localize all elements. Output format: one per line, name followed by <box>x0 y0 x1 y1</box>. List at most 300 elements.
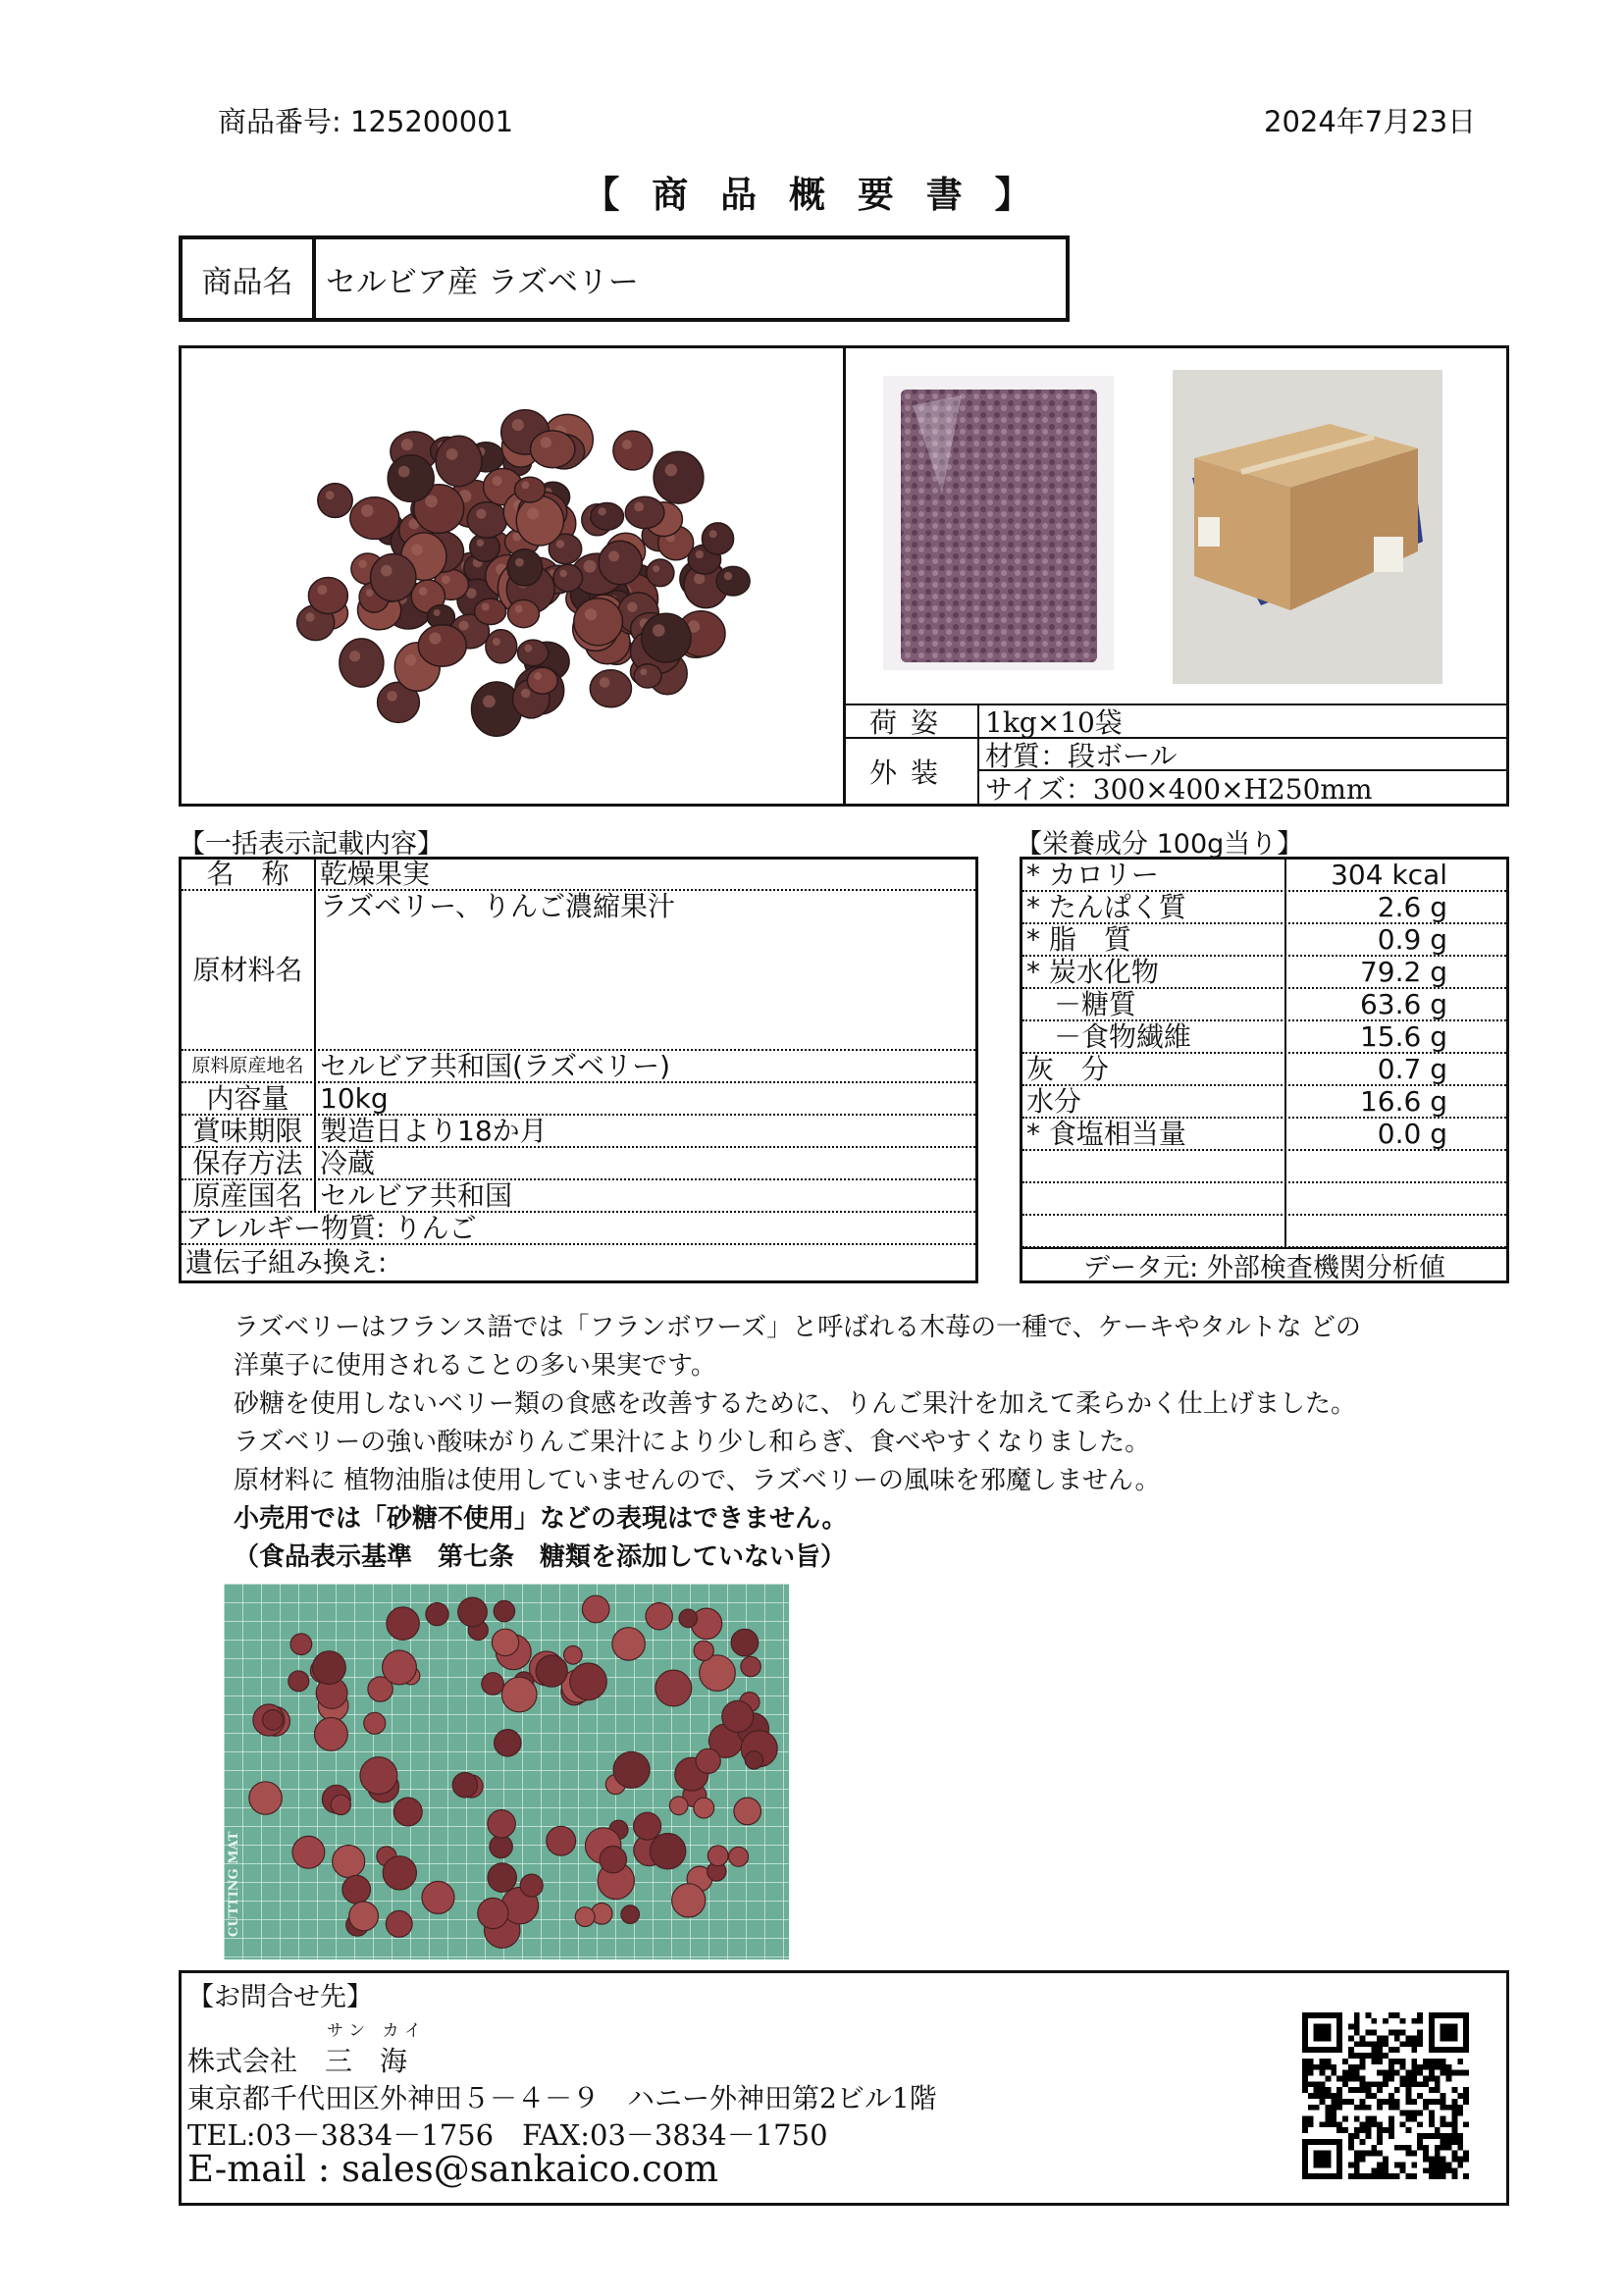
raspberry <box>488 1810 515 1838</box>
qr-module <box>1441 2157 1446 2163</box>
qr-module <box>1411 2064 1417 2070</box>
raspberry <box>613 1751 650 1788</box>
qr-module <box>1371 2093 1377 2099</box>
qr-module <box>1400 2075 1406 2081</box>
qr-module <box>1411 2041 1417 2047</box>
qr-module <box>1429 2162 1435 2167</box>
qr-module <box>1377 2099 1383 2105</box>
qr-module <box>1325 2111 1331 2116</box>
raspberry <box>507 549 543 586</box>
qr-module <box>1457 2157 1463 2163</box>
qr-module <box>1400 2111 1406 2116</box>
qr-module <box>1400 2041 1406 2047</box>
qr-module <box>1417 2030 1423 2036</box>
qr-module <box>1394 2173 1400 2179</box>
qr-module <box>1394 2162 1400 2167</box>
qr-module <box>1388 2070 1394 2076</box>
qr-module <box>1308 2116 1314 2122</box>
qr-module <box>1423 2151 1429 2157</box>
qr-module <box>1331 2070 1336 2076</box>
qr-module <box>1383 2162 1388 2167</box>
qr-module <box>1348 2024 1354 2030</box>
company-address: 東京都千代田区外神田５－４－９ ハニー外神田第2ビル1階 <box>187 2082 937 2114</box>
qr-module <box>1463 2121 1469 2127</box>
qr-module <box>1417 2133 1423 2139</box>
qr-module <box>1457 2059 1463 2064</box>
qr-module <box>1406 2081 1412 2087</box>
qr-module <box>1342 2075 1348 2081</box>
qr-module <box>1429 2116 1435 2122</box>
raspberry <box>527 667 557 694</box>
qr-module <box>1331 2093 1336 2099</box>
raspberry <box>575 1907 595 1927</box>
qr-module <box>1360 2041 1366 2047</box>
raspberry-highlight <box>522 482 530 490</box>
qr-module <box>1383 2035 1388 2041</box>
qr-module <box>1354 2167 1360 2173</box>
labeling-value: セルビア共和国(ラズベリー) <box>320 1049 671 1082</box>
raspberry-highlight <box>694 573 705 584</box>
qr-module <box>1446 2133 1452 2139</box>
qr-module <box>1354 2053 1360 2059</box>
raspberry-highlight <box>387 691 397 702</box>
qr-module <box>1411 2162 1417 2167</box>
qr-module <box>1394 2012 1400 2018</box>
qr-module <box>1348 2053 1354 2059</box>
qr-module <box>1429 2111 1435 2116</box>
raspberry-highlight <box>515 558 524 567</box>
qr-module <box>1354 2018 1360 2024</box>
qr-module <box>1377 2053 1383 2059</box>
qr-module <box>1417 2018 1423 2024</box>
qr-module <box>1360 2105 1366 2111</box>
qr-module <box>1377 2035 1383 2041</box>
qr-module <box>1411 2035 1417 2041</box>
raspberry-highlight <box>405 654 417 666</box>
qr-module <box>1348 2173 1354 2179</box>
qr-module <box>1314 2064 1320 2070</box>
qr-module <box>1308 2105 1314 2111</box>
raspberry-highlight <box>585 608 597 620</box>
qr-module <box>1336 2093 1342 2099</box>
qr-module <box>1336 2087 1342 2093</box>
raspberry <box>707 1846 728 1866</box>
description-line: 洋菓子に使用されることの多い果実です。 <box>234 1351 716 1381</box>
raspberry <box>582 1595 609 1623</box>
raspberry-highlight <box>724 572 732 580</box>
qr-module <box>1302 2127 1308 2133</box>
qr-module <box>1451 2099 1457 2105</box>
qr-module <box>1360 2121 1366 2127</box>
qr-module <box>1417 2012 1423 2018</box>
labeling-row <box>182 1116 975 1148</box>
qr-module <box>1417 2070 1423 2076</box>
nutrition-label: 水分 <box>1022 1086 1286 1117</box>
qr-module <box>1308 2093 1314 2099</box>
qr-module <box>1457 2145 1463 2151</box>
qr-module <box>1411 2173 1417 2179</box>
company-email[interactable]: E-mail : sales@sankaico.com <box>187 2148 719 2190</box>
nutrition-row <box>1022 1119 1506 1151</box>
qr-module <box>1331 2116 1336 2122</box>
qr-module <box>1446 2139 1452 2145</box>
qr-module <box>1377 2121 1383 2127</box>
raspberry-highlight <box>627 602 637 612</box>
raspberry <box>292 1836 325 1868</box>
qr-module <box>1451 2070 1457 2076</box>
raspberry-highlight <box>525 645 533 652</box>
raspberry <box>478 1898 508 1928</box>
qr-module <box>1360 2059 1366 2064</box>
qr-module <box>1383 2018 1388 2024</box>
raspberry-highlight <box>482 603 490 611</box>
qr-module <box>1383 2173 1388 2179</box>
raspberry-highlight <box>696 550 704 558</box>
raspberry-highlight <box>493 638 500 646</box>
qr-module <box>1435 2145 1441 2151</box>
raspberry-highlight <box>640 668 647 675</box>
raspberry <box>495 1730 521 1756</box>
qr-module <box>1336 2121 1342 2127</box>
labeling-value: セルビア共和国 <box>320 1178 513 1212</box>
qr-module <box>1435 2162 1441 2167</box>
raspberry <box>387 1607 419 1640</box>
raspberry <box>308 578 347 614</box>
qr-module <box>1371 2116 1377 2122</box>
qr-module <box>1429 2157 1435 2163</box>
qr-module <box>1302 2064 1308 2070</box>
qr-module <box>1331 2111 1336 2116</box>
nutrition-row <box>1022 957 1506 989</box>
qr-module <box>1394 2047 1400 2053</box>
nutrition-value: 0.7 g <box>1377 1052 1447 1085</box>
qr-module <box>1411 2151 1417 2157</box>
raspberry-highlight <box>366 589 374 597</box>
qr-module <box>1348 2087 1354 2093</box>
raspberry-highlight <box>512 419 524 431</box>
raspberry-highlight <box>515 605 523 613</box>
qr-module <box>1331 2064 1336 2070</box>
qr-module <box>1371 2145 1377 2151</box>
raspberry <box>634 1812 661 1840</box>
qr-module <box>1336 2099 1342 2105</box>
qr-module <box>1354 2070 1360 2076</box>
raspberry-highlight <box>560 570 567 577</box>
qr-module <box>1383 2099 1388 2105</box>
labeling-row <box>182 860 975 891</box>
raspberry <box>318 484 352 518</box>
raspberry-highlight <box>398 466 410 478</box>
qr-module <box>1302 2075 1308 2081</box>
raspberry <box>731 1629 759 1656</box>
raspberry-highlight <box>556 540 564 548</box>
labeling-section-title: 【一括表示記載内容】 <box>179 829 444 860</box>
qr-module <box>1451 2105 1457 2111</box>
document-date: 2024年7月23日 <box>1264 105 1477 138</box>
qr-module <box>1435 2157 1441 2163</box>
qr-module <box>1429 2133 1435 2139</box>
qr-module <box>1463 2151 1469 2157</box>
qr-module <box>1365 2053 1371 2059</box>
qr-module <box>1371 2167 1377 2173</box>
qr-module <box>1429 2064 1435 2070</box>
qr-module <box>1394 2070 1400 2076</box>
raspberry <box>570 1663 607 1700</box>
labeling-value: 冷蔵 <box>320 1146 376 1179</box>
qr-module <box>1360 2099 1366 2105</box>
qr-module <box>1446 2064 1452 2070</box>
nutrition-section-title: 【栄養成分 100g当り】 <box>1016 829 1304 860</box>
cutting-mat-photo <box>224 1584 789 1959</box>
raspberry-highlight <box>598 507 605 515</box>
qr-module <box>1457 2093 1463 2099</box>
mat-label: CUTTING MAT <box>227 1831 241 1937</box>
qr-module <box>1365 2041 1371 2047</box>
qr-module <box>1441 2105 1446 2111</box>
raspberry <box>518 640 549 666</box>
raspberry <box>482 1673 504 1696</box>
qr-module <box>1377 2127 1383 2133</box>
qr-module <box>1435 2127 1441 2133</box>
qr-module <box>1417 2035 1423 2041</box>
qr-module <box>1388 2064 1394 2070</box>
qr-module <box>1451 2087 1457 2093</box>
qr-module <box>1365 2116 1371 2122</box>
raspberry-highlight <box>541 437 551 447</box>
qr-module <box>1354 2133 1360 2139</box>
qr-module <box>1365 2121 1371 2127</box>
qr-module <box>1325 2059 1331 2064</box>
qr-module <box>1365 2173 1371 2179</box>
raspberry <box>315 1718 348 1751</box>
nutrition-label <box>1022 1216 1286 1246</box>
qr-module <box>1411 2047 1417 2053</box>
raspberry-highlight <box>527 508 539 520</box>
raspberry <box>492 1629 518 1655</box>
nutrition-row <box>1022 924 1506 957</box>
raspberry <box>600 1847 626 1873</box>
raspberry <box>490 1835 512 1857</box>
qr-module <box>1400 2030 1406 2036</box>
qr-module <box>1441 2093 1446 2099</box>
qr-module <box>1417 2121 1423 2127</box>
qr-module <box>1441 2139 1446 2145</box>
raspberry <box>516 496 563 546</box>
qr-module <box>1457 2111 1463 2116</box>
nutrition-label <box>1022 1151 1286 1181</box>
qr-module <box>1360 2081 1366 2087</box>
qr-module <box>1388 2133 1394 2139</box>
qr-module <box>1406 2075 1412 2081</box>
qr-module <box>1377 2151 1383 2157</box>
qr-module <box>1446 2105 1452 2111</box>
qr-module <box>1429 2121 1435 2127</box>
description-line: ラズベリーはフランス語では「フランボワーズ」と呼ばれる木苺の一種で、ケーキやタルトな どの <box>234 1313 1361 1342</box>
qr-module <box>1383 2070 1388 2076</box>
qr-module <box>1417 2145 1423 2151</box>
qr-module <box>1400 2167 1406 2173</box>
qr-module <box>1446 2167 1452 2173</box>
qr-module <box>1383 2157 1388 2163</box>
qr-module <box>1441 2145 1446 2151</box>
qr-module <box>1342 2070 1348 2076</box>
qr-module <box>1314 2105 1320 2111</box>
qr-module <box>1394 2105 1400 2111</box>
qr-module <box>1406 2173 1412 2179</box>
qr-module <box>1435 2087 1441 2093</box>
labeling-gmo: 遺伝子組み換え: <box>185 1246 388 1278</box>
raspberry <box>590 670 631 707</box>
qr-module <box>1302 2116 1308 2122</box>
raspberry <box>734 1798 761 1825</box>
qr-module <box>1411 2116 1417 2122</box>
qr-module <box>1377 2087 1383 2093</box>
qr-module <box>1429 2059 1435 2064</box>
qr-module <box>1360 2053 1366 2059</box>
qr-module <box>1406 2093 1412 2099</box>
qr-module <box>1348 2133 1354 2139</box>
qr-module <box>1360 2064 1366 2070</box>
qr-module <box>1331 2121 1336 2127</box>
nutrition-value <box>1286 1151 1506 1181</box>
qr-module <box>1360 2087 1366 2093</box>
qr-module <box>1400 2145 1406 2151</box>
qr-module <box>1463 2173 1469 2179</box>
qr-module <box>1388 2127 1394 2133</box>
qr-module <box>1400 2018 1406 2024</box>
raspberry <box>655 1670 692 1706</box>
qr-module <box>1463 2070 1469 2076</box>
labeling-table <box>179 857 978 1283</box>
qr-module <box>1423 2064 1429 2070</box>
qr-module <box>1314 2087 1320 2093</box>
qr-finder-module <box>1441 2024 1458 2042</box>
qr-module <box>1377 2139 1383 2145</box>
qr-module <box>1400 2162 1406 2167</box>
labeling-row <box>182 1180 975 1213</box>
qr-module <box>1365 2127 1371 2133</box>
qr-module <box>1394 2099 1400 2105</box>
qr-module <box>1417 2081 1423 2087</box>
packing-table <box>844 704 1507 804</box>
qr-module <box>1336 2075 1342 2081</box>
nutrition-row <box>1022 1054 1506 1086</box>
qr-module <box>1394 2087 1400 2093</box>
nutrition-source: データ元: 外部検査機関分析値 <box>1022 1247 1506 1280</box>
qr-module <box>1406 2145 1412 2151</box>
raspberry-highlight <box>429 633 441 645</box>
nutrition-value: 15.6 g <box>1359 1019 1447 1053</box>
raspberry <box>313 1651 346 1685</box>
raspberry <box>383 1650 417 1685</box>
raspberry <box>371 554 416 601</box>
qr-module <box>1342 2116 1348 2122</box>
qr-module <box>1342 2081 1348 2087</box>
raspberry-highlight <box>425 496 438 508</box>
packing-row <box>844 737 1507 804</box>
qr-module <box>1423 2167 1429 2173</box>
qr-module <box>1371 2041 1377 2047</box>
qr-module <box>1400 2081 1406 2087</box>
qr-module <box>1360 2075 1366 2081</box>
qr-module <box>1342 2099 1348 2105</box>
qr-module <box>1451 2111 1457 2116</box>
raspberry <box>694 1798 714 1818</box>
qr-module <box>1406 2116 1412 2122</box>
raspberry <box>515 477 546 502</box>
labeling-value: 乾燥果実 <box>320 858 431 890</box>
qr-module <box>1417 2064 1423 2070</box>
qr-module <box>1383 2167 1388 2173</box>
qr-module <box>1429 2167 1435 2173</box>
document-title: 【 商 品 概 要 書 】 <box>583 174 1041 216</box>
qr-module <box>1377 2162 1383 2167</box>
qr-module <box>1463 2099 1469 2105</box>
qr-module <box>1377 2047 1383 2053</box>
qr-module <box>1377 2173 1383 2179</box>
qr-module <box>1457 2133 1463 2139</box>
qr-module <box>1371 2173 1377 2179</box>
labeling-label: 名 称 <box>182 860 316 889</box>
raspberry <box>349 1902 379 1931</box>
raspberry <box>501 1677 537 1712</box>
qr-module <box>1441 2133 1446 2139</box>
qr-module <box>1441 2173 1446 2179</box>
qr-module <box>1348 2099 1354 2105</box>
raspberry <box>340 639 384 687</box>
qr-module <box>1302 2070 1308 2076</box>
raspberry <box>333 1846 365 1878</box>
qr-module <box>1360 2173 1366 2179</box>
qr-module <box>1435 2167 1441 2173</box>
raspberry <box>696 1748 720 1773</box>
qr-module <box>1435 2064 1441 2070</box>
raspberry-highlight <box>459 621 469 631</box>
qr-module <box>1463 2157 1469 2163</box>
nutrition-value: 2.6 g <box>1377 890 1447 923</box>
qr-module <box>1325 2075 1331 2081</box>
raspberry-highlight <box>534 672 542 680</box>
qr-module <box>1411 2059 1417 2064</box>
product-name-box <box>179 235 1070 322</box>
raspberry-highlight <box>381 565 393 577</box>
qr-module <box>1388 2173 1394 2179</box>
raspberry <box>531 431 575 468</box>
nutrition-row <box>1022 860 1506 892</box>
raspberry <box>488 1863 516 1892</box>
qr-module <box>1377 2105 1383 2111</box>
qr-module <box>1400 2121 1406 2127</box>
notice-line: 小売用では「砂糖不使用」などの表現はできません。 <box>234 1504 848 1534</box>
raspberry <box>625 496 664 528</box>
raspberry <box>342 1875 371 1904</box>
raspberry <box>553 564 583 591</box>
raspberry <box>422 1881 454 1913</box>
qr-module <box>1354 2151 1360 2157</box>
qr-module <box>1451 2173 1457 2179</box>
qr-module <box>1354 2173 1360 2179</box>
raspberry-highlight <box>653 565 659 572</box>
qr-finder-module <box>1314 2151 1332 2168</box>
qr-module <box>1417 2041 1423 2047</box>
qr-module <box>1320 2093 1326 2099</box>
qr-module <box>1365 2087 1371 2093</box>
raspberry <box>360 1757 397 1795</box>
qr-module <box>1463 2087 1469 2093</box>
qr-module <box>1417 2139 1423 2145</box>
qr-module <box>1320 2081 1326 2087</box>
labeling-label: 原料原産地名 <box>182 1051 316 1081</box>
